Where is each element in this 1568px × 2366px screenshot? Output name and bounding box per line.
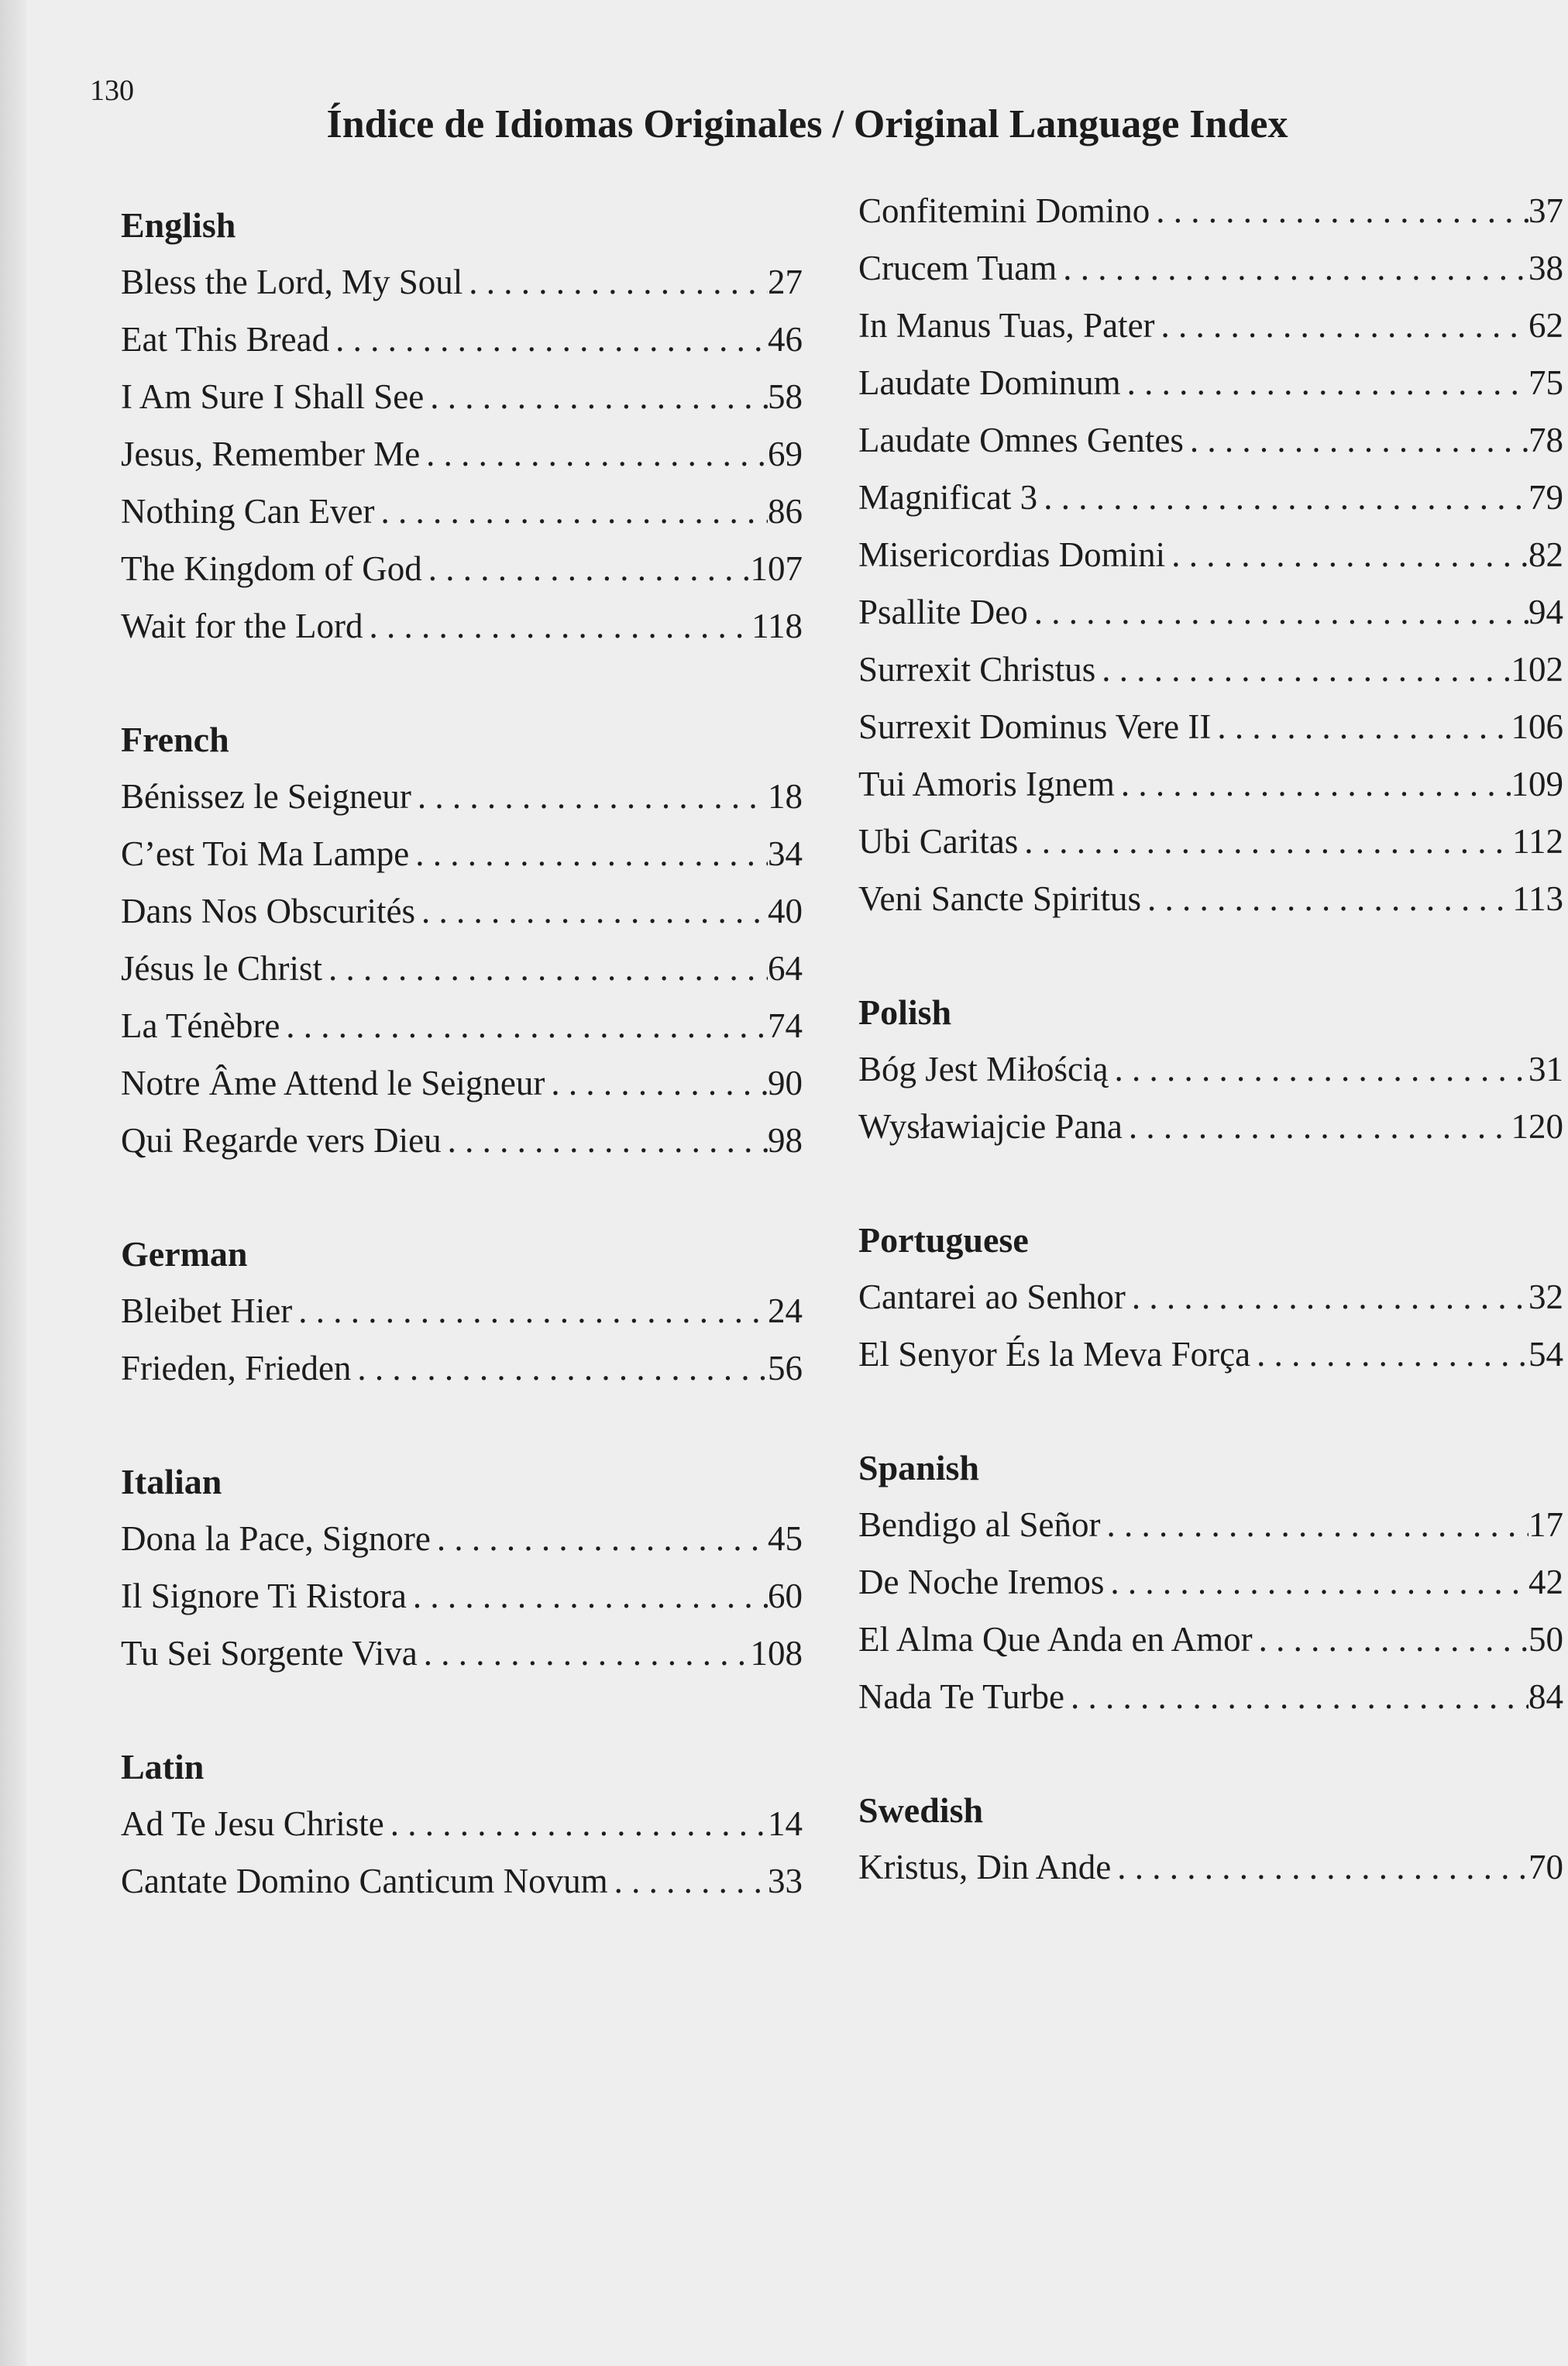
- entry-page-number: 45: [768, 1519, 803, 1558]
- index-entry: [121, 1006, 803, 1066]
- entry-title: Ubi Caritas: [858, 822, 1019, 861]
- language-section: [858, 191, 1568, 939]
- entry-title: Nothing Can Ever: [121, 492, 375, 531]
- dot-leader: [1165, 538, 1528, 573]
- index-entry: [858, 767, 1568, 824]
- entry-title: Magnificat 3: [858, 478, 1038, 517]
- dot-leader: [322, 951, 768, 986]
- entry-title: La Ténèbre: [121, 1006, 280, 1045]
- language-section: [858, 1220, 1568, 1394]
- entry-page-number: 102: [1511, 650, 1563, 689]
- entry-page-number: 60: [768, 1577, 803, 1615]
- index-entry: [858, 824, 1568, 882]
- entry-page-number: 78: [1528, 421, 1563, 459]
- entry-title: El Senyor És la Meva Força: [858, 1335, 1251, 1374]
- index-entry: [858, 652, 1568, 710]
- entry-page-number: 107: [750, 549, 803, 588]
- entry-page-number: 40: [768, 892, 803, 930]
- entry-page-number: 112: [1512, 822, 1563, 861]
- language-heading: Italian: [121, 1462, 222, 1501]
- index-entry: [121, 834, 803, 894]
- entry-title: Wysławiajcie Pana: [858, 1107, 1123, 1146]
- dot-leader: [1115, 767, 1511, 802]
- dot-leader: [329, 322, 768, 357]
- entry-page-number: 106: [1511, 707, 1563, 746]
- entry-title: Surrexit Dominus Vere II: [858, 707, 1212, 746]
- language-section: [858, 992, 1568, 1167]
- entry-page-number: 108: [750, 1634, 803, 1673]
- entry-page-number: 120: [1511, 1107, 1563, 1146]
- index-entry: [121, 1864, 803, 1921]
- entry-title: Frieden, Frieden: [121, 1349, 352, 1388]
- entry-page-number: 118: [751, 607, 803, 645]
- entry-title: Cantarei ao Senhor: [858, 1278, 1126, 1316]
- index-entry: [121, 1579, 803, 1636]
- entry-page-number: 69: [768, 435, 803, 473]
- index-entry: [121, 1519, 803, 1579]
- entry-page-number: 17: [1528, 1505, 1563, 1544]
- entry-page-number: 82: [1528, 535, 1563, 574]
- entry-title: In Manus Tuas, Pater: [858, 306, 1155, 345]
- entry-page-number: 38: [1528, 249, 1563, 287]
- entry-title: Notre Âme Attend le Seigneur: [121, 1064, 545, 1102]
- index-entry: [858, 1052, 1568, 1109]
- entry-page-number: 113: [1512, 879, 1563, 918]
- entry-title: De Noche Iremos: [858, 1563, 1105, 1601]
- entry-title: Misericordias Domini: [858, 535, 1166, 574]
- entry-page-number: 109: [1511, 765, 1563, 803]
- entry-page-number: 74: [768, 1006, 803, 1045]
- entry-page-number: 46: [768, 320, 803, 359]
- dot-leader: [1109, 1052, 1529, 1087]
- index-entry: [121, 1066, 803, 1123]
- entry-page-number: 37: [1528, 191, 1563, 230]
- page-edge-shadow: [0, 0, 26, 2366]
- index-entry: [121, 377, 803, 437]
- dot-leader: [409, 837, 768, 872]
- dot-leader: [1184, 423, 1528, 458]
- dot-leader: [420, 437, 768, 472]
- language-section: [121, 1464, 803, 1694]
- entry-title: Laudate Dominum: [858, 363, 1121, 402]
- dot-leader: [545, 1066, 768, 1101]
- entry-title: Qui Regarde vers Dieu: [121, 1121, 442, 1160]
- entry-page-number: 79: [1528, 478, 1563, 517]
- entry-title: Tui Amoris Ignem: [858, 765, 1115, 803]
- entry-page-number: 24: [768, 1291, 803, 1330]
- index-entry: [858, 308, 1568, 366]
- index-entry: [858, 595, 1568, 652]
- dot-leader: [1250, 1337, 1528, 1372]
- dot-leader: [407, 1579, 768, 1614]
- entry-title: Jésus le Christ: [121, 949, 323, 988]
- dot-leader: [608, 1864, 768, 1899]
- dot-leader: [292, 1294, 768, 1329]
- index-entry: [858, 480, 1568, 538]
- entry-title: Confitemini Domino: [858, 191, 1150, 230]
- dot-leader: [1211, 710, 1511, 745]
- entry-page-number: 62: [1528, 306, 1563, 345]
- dot-leader: [280, 1009, 768, 1044]
- entry-title: I Am Sure I Shall See: [121, 377, 425, 416]
- entry-title: The Kingdom of God: [121, 549, 422, 588]
- dot-leader: [1150, 194, 1528, 229]
- index-entry: [121, 1636, 803, 1694]
- dot-leader: [1057, 251, 1528, 286]
- index-entry: [121, 1804, 803, 1864]
- dot-leader: [422, 552, 751, 586]
- index-entry: [858, 1622, 1568, 1680]
- entry-title: Il Signore Ti Ristora: [121, 1577, 407, 1615]
- dot-leader: [384, 1807, 768, 1842]
- index-entry: [121, 1123, 803, 1181]
- entry-title: Bendigo al Señor: [858, 1505, 1101, 1544]
- entry-title: El Alma Que Anda en Amor: [858, 1620, 1253, 1659]
- index-entry: [858, 707, 1568, 767]
- dot-leader: [424, 380, 768, 414]
- entry-page-number: 32: [1528, 1278, 1563, 1316]
- entry-title: Bless the Lord, My Soul: [121, 263, 463, 301]
- entry-page-number: 98: [768, 1121, 803, 1160]
- page-title: Índice de Idiomas Originales / Original Language Index: [326, 102, 1288, 146]
- entry-page-number: 86: [768, 492, 803, 531]
- index-entry: [121, 1291, 803, 1351]
- index-entry: [121, 779, 803, 837]
- dot-leader: [1104, 1565, 1528, 1600]
- dot-leader: [462, 265, 768, 300]
- entry-title: Surrexit Christus: [858, 650, 1096, 689]
- entry-title: Veni Sancte Spiritus: [858, 879, 1141, 918]
- dot-leader: [415, 894, 768, 929]
- language-section: [858, 1790, 1568, 1907]
- dot-leader: [1141, 882, 1512, 916]
- entry-page-number: 50: [1528, 1620, 1563, 1659]
- language-section: [121, 1236, 803, 1408]
- entry-title: Jesus, Remember Me: [121, 435, 421, 473]
- dot-leader: [442, 1123, 768, 1158]
- entry-title: Tu Sei Sorgente Viva: [121, 1634, 418, 1673]
- entry-page-number: 18: [768, 777, 803, 816]
- language-heading: Swedish: [858, 1790, 984, 1830]
- page-number: 130: [90, 74, 134, 107]
- language-heading: Spanish: [858, 1448, 980, 1487]
- index-entry: [858, 191, 1568, 251]
- dot-leader: [1037, 480, 1528, 515]
- entry-title: Kristus, Din Ande: [858, 1848, 1112, 1886]
- entry-page-number: 70: [1528, 1848, 1563, 1886]
- dot-leader: [1155, 308, 1528, 343]
- dot-leader: [1253, 1622, 1528, 1657]
- index-entry: [858, 251, 1568, 308]
- index-entry: [121, 265, 803, 322]
- index-entry: [858, 1565, 1568, 1622]
- entry-page-number: 14: [768, 1804, 803, 1843]
- entry-title: Ad Te Jesu Christe: [121, 1804, 384, 1843]
- entry-page-number: 58: [768, 377, 803, 416]
- entry-page-number: 34: [768, 834, 803, 873]
- language-heading: Polish: [858, 992, 952, 1032]
- entry-title: Cantate Domino Canticum Novum: [121, 1862, 608, 1900]
- entry-page-number: 27: [768, 263, 803, 301]
- entry-title: Eat This Bread: [121, 320, 330, 359]
- language-section: [121, 205, 803, 666]
- entry-page-number: 56: [768, 1349, 803, 1388]
- index-entry: [858, 1850, 1568, 1907]
- language-section: [121, 1749, 803, 1921]
- right-column: [858, 191, 1568, 1963]
- entry-page-number: 84: [1528, 1677, 1563, 1716]
- language-heading: Latin: [121, 1747, 205, 1787]
- entry-page-number: 54: [1528, 1335, 1563, 1374]
- index-entry: [858, 1505, 1568, 1565]
- entry-page-number: 42: [1528, 1563, 1563, 1601]
- entry-title: C’est Toi Ma Lampe: [121, 834, 410, 873]
- language-section: [858, 1450, 1568, 1737]
- entry-title: Nada Te Turbe: [858, 1677, 1065, 1716]
- entry-page-number: 90: [768, 1064, 803, 1102]
- index-entry: [121, 951, 803, 1009]
- language-heading: German: [121, 1234, 248, 1274]
- dot-leader: [1100, 1508, 1528, 1542]
- index-entry: [858, 879, 1568, 939]
- left-column: [121, 205, 803, 1977]
- dot-leader: [1126, 1280, 1528, 1315]
- index-entry: [121, 322, 803, 380]
- entry-title: Laudate Omnes Gentes: [858, 421, 1184, 459]
- language-heading: Portuguese: [858, 1220, 1029, 1260]
- language-heading: English: [121, 205, 236, 245]
- language-heading: French: [121, 720, 229, 759]
- index-entry: [121, 549, 803, 609]
- dot-leader: [351, 1351, 768, 1386]
- index-entry: [858, 1677, 1568, 1737]
- dot-leader: [431, 1522, 768, 1556]
- dot-leader: [363, 609, 752, 644]
- index-entry: [121, 437, 803, 494]
- index-entry: [121, 609, 803, 666]
- index-entry: [858, 363, 1568, 423]
- index-entry: [121, 894, 803, 951]
- dot-leader: [1028, 595, 1528, 630]
- dot-leader: [1123, 1109, 1511, 1144]
- entry-title: Wait for the Lord: [121, 607, 363, 645]
- index-entry: [858, 1109, 1568, 1167]
- entry-page-number: 31: [1528, 1050, 1563, 1088]
- dot-leader: [411, 779, 768, 814]
- index-entry: [121, 494, 803, 552]
- dot-leader: [1095, 652, 1511, 687]
- index-entry: [858, 423, 1568, 480]
- entry-title: Bénissez le Seigneur: [121, 777, 411, 816]
- entry-title: Crucem Tuam: [858, 249, 1057, 287]
- index-entry: [121, 1351, 803, 1408]
- entry-title: Bleibet Hier: [121, 1291, 293, 1330]
- dot-leader: [1064, 1680, 1528, 1714]
- entry-page-number: 64: [768, 949, 803, 988]
- index-entry: [858, 1337, 1568, 1394]
- dot-leader: [1121, 366, 1528, 401]
- dot-leader: [1018, 824, 1512, 859]
- entry-title: Psallite Deo: [858, 593, 1028, 631]
- entry-title: Dona la Pace, Signore: [121, 1519, 431, 1558]
- entry-title: Bóg Jest Miłością: [858, 1050, 1109, 1088]
- index-entry: [858, 535, 1568, 595]
- entry-page-number: 33: [768, 1862, 803, 1900]
- dot-leader: [374, 494, 768, 529]
- language-section: [121, 722, 803, 1181]
- entry-page-number: 75: [1528, 363, 1563, 402]
- dot-leader: [1111, 1850, 1528, 1885]
- entry-page-number: 94: [1528, 593, 1563, 631]
- index-entry: [858, 1280, 1568, 1337]
- dot-leader: [418, 1636, 751, 1671]
- entry-title: Dans Nos Obscurités: [121, 892, 415, 930]
